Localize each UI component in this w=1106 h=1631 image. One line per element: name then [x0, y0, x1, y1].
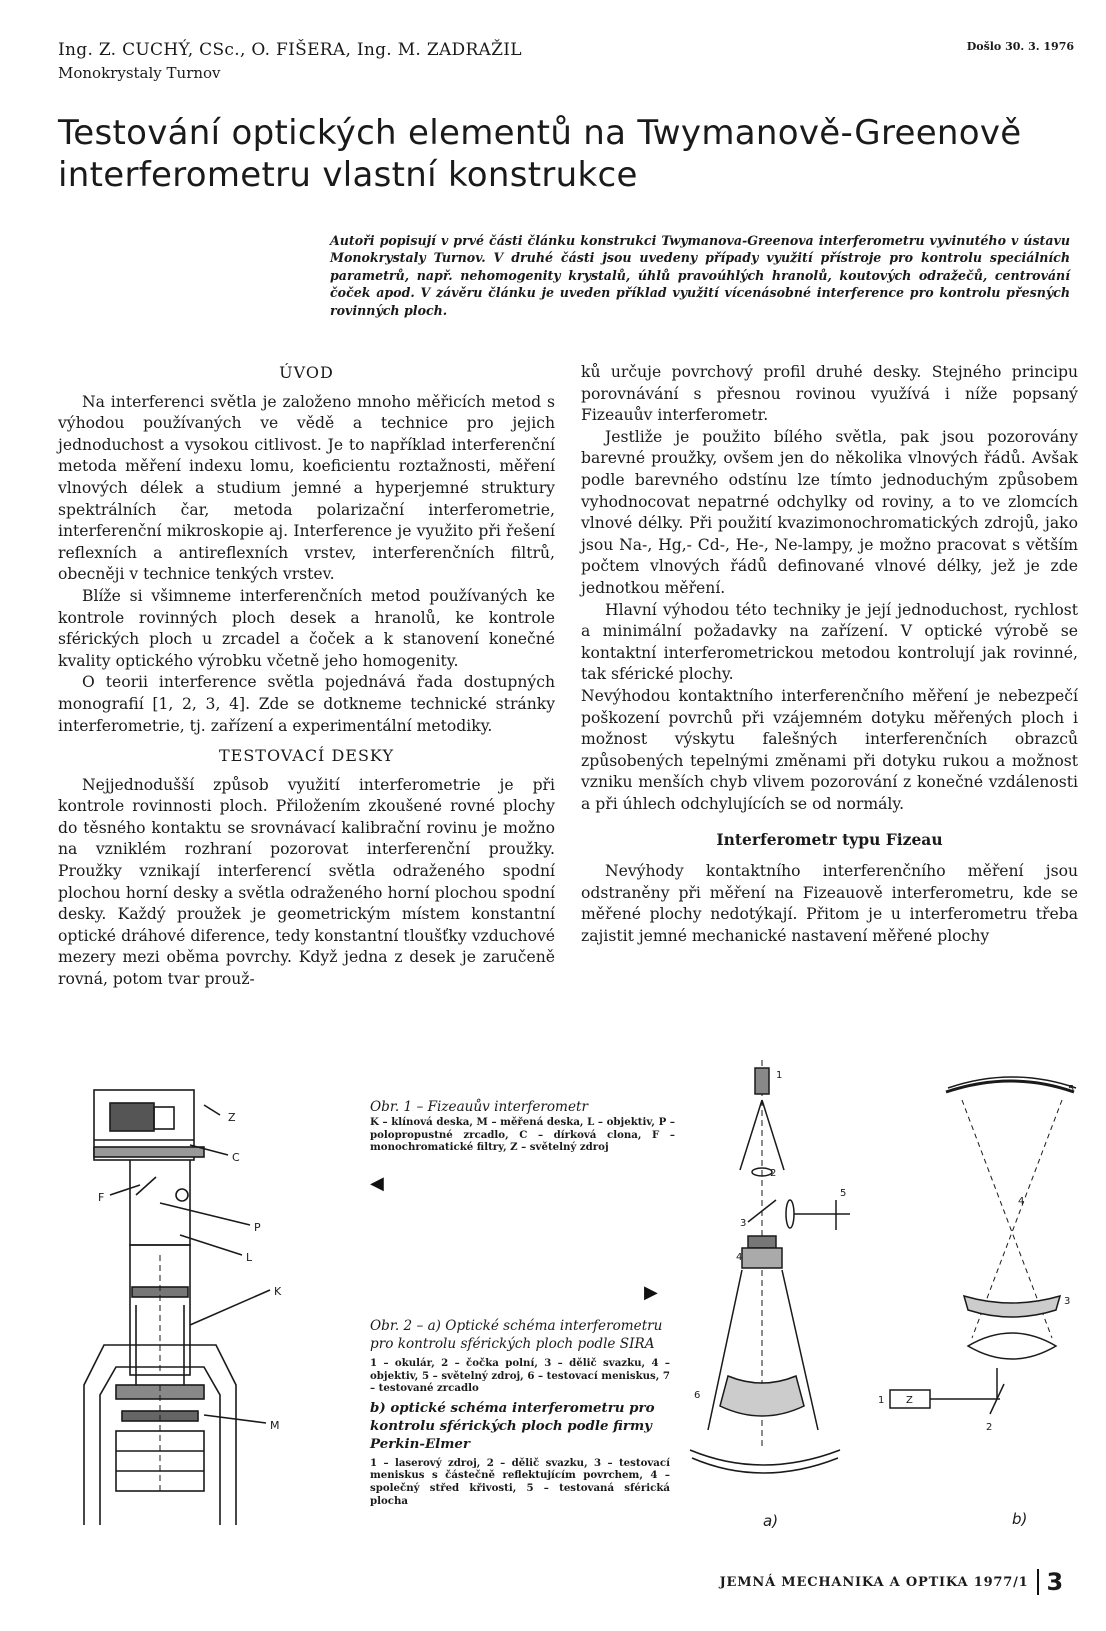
- section-heading-intro: ÚVOD: [279, 363, 334, 382]
- journal-name: JEMNÁ MECHANIKA A OPTIKA 1977/1: [719, 1574, 1029, 1590]
- figure-label: M: [270, 1419, 280, 1432]
- caption-body: 1 – laserový zdroj, 2 – dělič svazku, 3 – testovací meniskus s částečně reflektujícím povrchem, 4 – společný střed křivosti, 5 – testovaná sférická plocha: [370, 1456, 670, 1507]
- section-heading-test-plates: TESTOVACÍ DESKY: [218, 746, 395, 766]
- page-footer: [720, 1568, 1064, 1596]
- figure-perkin-elmer-schematic: [872, 1078, 1075, 1458]
- figure-label: 6: [694, 1390, 701, 1401]
- figure-label: F: [98, 1191, 105, 1204]
- figure-sira-schematic: [690, 1060, 865, 1540]
- abstract: Autoři popisují v prvé části článku konstrukci Twymanova-Greenova interferometru vyvinutého v ústavu Monokrystaly Turnov. V druhé části jsou uvedeny případy využití přístroje pro kontrolu speciálních parametrů, např. nehomogenity krystalů, úhlů pravoúhlých hranolů, koutových odražečů, centrování čoček apod. V závěru článku je uveden příklad využití vícenásobné interference pro kontrolu přesných rovinných ploch.: [330, 233, 1070, 318]
- figure2-caption: [370, 1317, 670, 1507]
- figure-label: 1: [776, 1070, 783, 1081]
- figure-label: 3: [740, 1218, 747, 1229]
- caption-title: Obr. 1 – Fizeauův interferometr: [370, 1099, 588, 1115]
- received-date: Došlo 30. 3. 1976: [966, 40, 1074, 53]
- paragraph: Nevýhodou kontaktního interferenčního měření je nebezpečí poškození povrchů při vzájemném dotyku měřených ploch i možnost výskytu falešných interferenčních obrazců způsobených tepelnými změnami při dotyku rukou a možnost vzniku menších chyb vlivem pozorování z konečné vzdálenosti a při úhlech odchylujících se od normály.: [581, 686, 1078, 813]
- figure-label: 3: [1064, 1296, 1071, 1307]
- figure2b-sublabel: b): [1012, 1510, 1028, 1528]
- figure-label: Z: [906, 1395, 913, 1406]
- paragraph: Nejjednodušší způsob využití interferometrie je při kontrole rovinnosti ploch. Přiložením zkoušené rovné plochy do těsného kontaktu se srovnávací kalibrační rovinu je možno na vzniklém rozhraní pozorovat interferenční proužky. Proužky vznikají interferencí světla odraženého spodní plochou horní desky a světla odraženého horní plochou spodní desky. Každý proužek je geometrickým místem konstantní optické dráhové diference, tedy konstantní tloušťky vzduchové mezery mezi oběma povrchy. Když jedna z desek je zaručeně rovná, potom tvar prouž-: [58, 775, 555, 989]
- figure-fizeau-drawing: [70, 1085, 330, 1525]
- affiliation: Monokrystaly Turnov: [58, 64, 221, 82]
- paragraph: Blíže si všimneme interferenčních metod používaných ke kontrole rovinných ploch desek a hranolů, ke kontrole sférických ploch u zrcadel a čoček a k stanovení konečné kvality optického výrobku včetně jeho homogenity.: [58, 586, 555, 670]
- figure-label: 5: [1068, 1084, 1075, 1095]
- caption-body: K – klínová deska, M – měřená deska, L – objektiv, P – polopropustné zrcadlo, C – dírková clona, F – monochromatické filtry, Z – světelný zdroj: [370, 1116, 675, 1154]
- figure-label: C: [232, 1151, 240, 1164]
- paragraph: Nevýhody kontaktního interferenčního měření jsou odstraněny při měření na Fizeauově interferometru, kde se měřené plochy nedotýkají. Přitom je u interferometru třeba zajistit jemné mechanické nastavení měřené plochy: [581, 862, 1078, 945]
- caption-body: 1 – okulár, 2 – čočka polní, 3 – dělič svazku, 4 – objektiv, 5 – světelný zdroj, 6 – testovací meniskus, 7 – testované zrcadlo: [370, 1357, 670, 1395]
- figure-label: L: [246, 1251, 253, 1264]
- footer-divider: [1037, 1569, 1039, 1595]
- authors: Ing. Z. CUCHÝ, CSc., O. FIŠERA, Ing. M. ZADRAŽIL: [58, 40, 522, 60]
- paragraph: Hlavní výhodou této techniky je její jednoduchost, rychlost a minimální požadavky na zařízení. V optické výrobě se kontaktní interferometrickou metodou kontrolují jak rovinné, tak sférické plochy.: [581, 600, 1078, 684]
- right-column: [581, 362, 1078, 947]
- figure-label: Z: [228, 1111, 236, 1124]
- figure-label: K: [274, 1285, 282, 1298]
- figure-label: 4: [1018, 1196, 1025, 1207]
- subsection-heading-fizeau: Interferometr typu Fizeau: [716, 830, 943, 850]
- caption-title: Obr. 2 – a) Optické schéma interferometru pro kontrolu sférických ploch podle SIRA: [370, 1318, 663, 1352]
- figure-label: 5: [840, 1188, 847, 1199]
- figure-label: 1: [878, 1395, 885, 1406]
- figure-label: 2: [770, 1168, 777, 1179]
- page-number: 3: [1046, 1568, 1064, 1596]
- paragraph: Na interferenci světla je založeno mnoho měřicích metod s výhodou používaných ve vědě a technice pro jejich jednoduchost a vysokou citlivost. Je to například interferenční metoda měření indexu lomu, koeficientu roztažnosti, měření vlnových délek a studium jemné a hyperjemné struktury spektrálních čar, metoda polarizační interferometrie, interferenční mikroskopie aj. Interference je využito při řešení reflexních a antireflexních vrstev, interferenčních filtrů, obecněji v technice tenkých vrstev.: [58, 392, 555, 584]
- paragraph: O teorii interference světla pojednává řada dostupných monografií [1, 2, 3, 4]. Zde se dotkneme technické stránky interferometrie, tj. zařízení a experimentální metodiky.: [58, 673, 555, 735]
- arrow-left-icon: ◀: [370, 1173, 384, 1194]
- paragraph: ků určuje povrchový profil druhé desky. Stejného principu porovnávání s přesnou rovinou využívá i níže popsaný Fizeauův interferometr.: [581, 363, 1078, 425]
- paragraph: Jestliže je použito bílého světla, pak jsou pozorovány barevné proužky, ovšem jen do několika vlnových řádů. Avšak podle barevného odstínu lze tímto jednoduchým způsobem vyhodnocovat nepatrné odchylky od roviny, a to ve zlomcích vlnové délky. Při použití kvazimonochromatických zdrojů, jako jsou Na-, Hg,- Cd-, He-, Ne-lampy, je možno pracovat s větším počtem vlnových řádů definované vlnové délky, jež je zde jednotkou měření.: [581, 427, 1078, 597]
- caption-title: b) optické schéma interferometru pro kontrolu sférických ploch podle firmy Perkin-Elmer: [370, 1399, 655, 1452]
- left-column: [58, 362, 555, 991]
- figure1-caption: [370, 1098, 675, 1154]
- figure-label: 4: [736, 1252, 743, 1263]
- arrow-right-icon: ▶: [644, 1282, 658, 1303]
- figure2a-sublabel: a): [763, 1512, 779, 1530]
- article-title: Testování optických elementů na Twymanově-Greenově interferometru vlastní konstrukce: [58, 113, 1022, 195]
- figure-label: P: [254, 1221, 261, 1234]
- figure-label: 2: [986, 1422, 993, 1433]
